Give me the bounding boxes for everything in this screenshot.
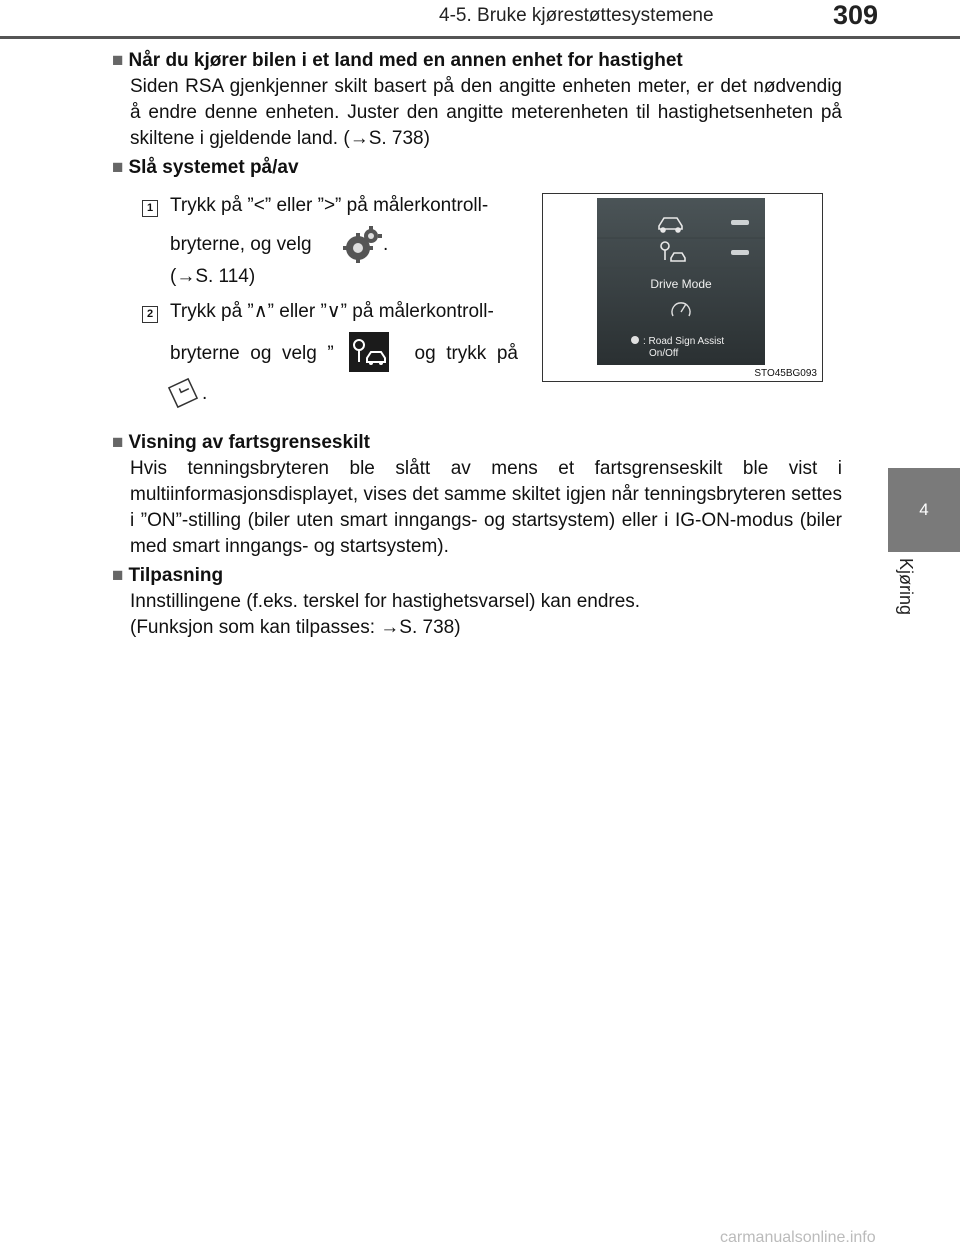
road-sign-assist-icon xyxy=(349,332,389,372)
step1-line2b: . xyxy=(383,234,389,255)
bullet-square-icon: ■ xyxy=(112,565,124,586)
section-body: Hvis tenningsbryteren ble slått av mens et fartsgrenseskilt ble vist i multiinformasjonsdisplayet, vises det samme skiltet igjen når tenningsbryteren settes i ”ON”-stilling (biler uten smart inngangs- og startsystem) eller i IG-ON-modus (biler med smart inngangs- og startsystem). xyxy=(130,458,842,557)
display-graphic xyxy=(597,198,765,365)
display-figure xyxy=(542,193,823,382)
step-number-box: 2 xyxy=(142,306,158,323)
section-heading xyxy=(112,48,842,74)
section-heading xyxy=(112,430,842,456)
section-heading-text: Når du kjører bilen i et land med en annen enhet for hastighet xyxy=(128,50,683,71)
multi-info-display xyxy=(597,198,765,365)
header-divider xyxy=(0,36,960,39)
bullet-square-icon: ■ xyxy=(112,50,124,71)
ok-dot-icon xyxy=(631,336,639,344)
section-customization xyxy=(112,563,842,641)
step2-line1: Trykk på ”∧” eller ”∨” på målerkontroll- xyxy=(170,301,494,322)
settings-gear-icon xyxy=(340,224,382,266)
section-body-line1: Innstillingene (f.eks. terskel for hastighetsvarsel) kan endres. xyxy=(130,591,641,612)
chapter-label-wrap xyxy=(895,558,925,638)
chapter-label: Kjøring xyxy=(896,558,916,616)
chapter-tab xyxy=(888,468,960,552)
chapter-number: 4 xyxy=(919,500,929,519)
drive-mode-label: Drive Mode xyxy=(650,277,712,291)
page-number: 309 xyxy=(833,0,879,30)
step1-line2a: bryterne, og velg xyxy=(170,234,312,255)
section-heading-text: Slå systemet på/av xyxy=(128,157,299,178)
step2-line3: . xyxy=(202,383,208,404)
section-unit-change xyxy=(112,48,842,152)
step1-line1: Trykk på ”<” eller ”>” på målerkontroll- xyxy=(170,195,489,216)
section-heading xyxy=(112,155,842,181)
toggle-indicator xyxy=(731,220,749,225)
ok-button-icon xyxy=(166,376,200,410)
section-toggle-system xyxy=(112,155,842,181)
step-number-box: 1 xyxy=(142,200,158,217)
section-speed-sign-display xyxy=(112,430,842,560)
watermark: carmanualsonline.info xyxy=(720,1229,876,1246)
rsa-label: : Road Sign Assist xyxy=(643,336,725,347)
step2-line2a: bryterne og velg ” xyxy=(170,343,334,364)
step2-line2b: og trykk på xyxy=(414,343,518,364)
section-body: Siden RSA gjenkjenner skilt basert på den angitte enheten meter, er det nødvendig å endre denne enheten. Juster den angitte meterenheten til hastighetsenheten på skiltene i gjeldende land. (→S. 738) xyxy=(130,76,842,149)
bullet-square-icon: ■ xyxy=(112,157,124,178)
figure-code: STO45BG093 xyxy=(754,368,817,379)
header-section-title: 4-5. Bruke kjørestøttesystemene xyxy=(439,5,714,26)
section-heading xyxy=(112,563,842,589)
section-heading-text: Visning av fartsgrenseskilt xyxy=(128,432,370,453)
step1-line3: (→S. 114) xyxy=(170,266,256,287)
rsa-label-onoff: On/Off xyxy=(649,348,679,359)
bullet-square-icon: ■ xyxy=(112,432,124,453)
toggle-indicator xyxy=(731,250,749,255)
section-body-line2: (Funksjon som kan tilpasses: →S. 738) xyxy=(130,617,461,638)
section-heading-text: Tilpasning xyxy=(128,565,224,586)
